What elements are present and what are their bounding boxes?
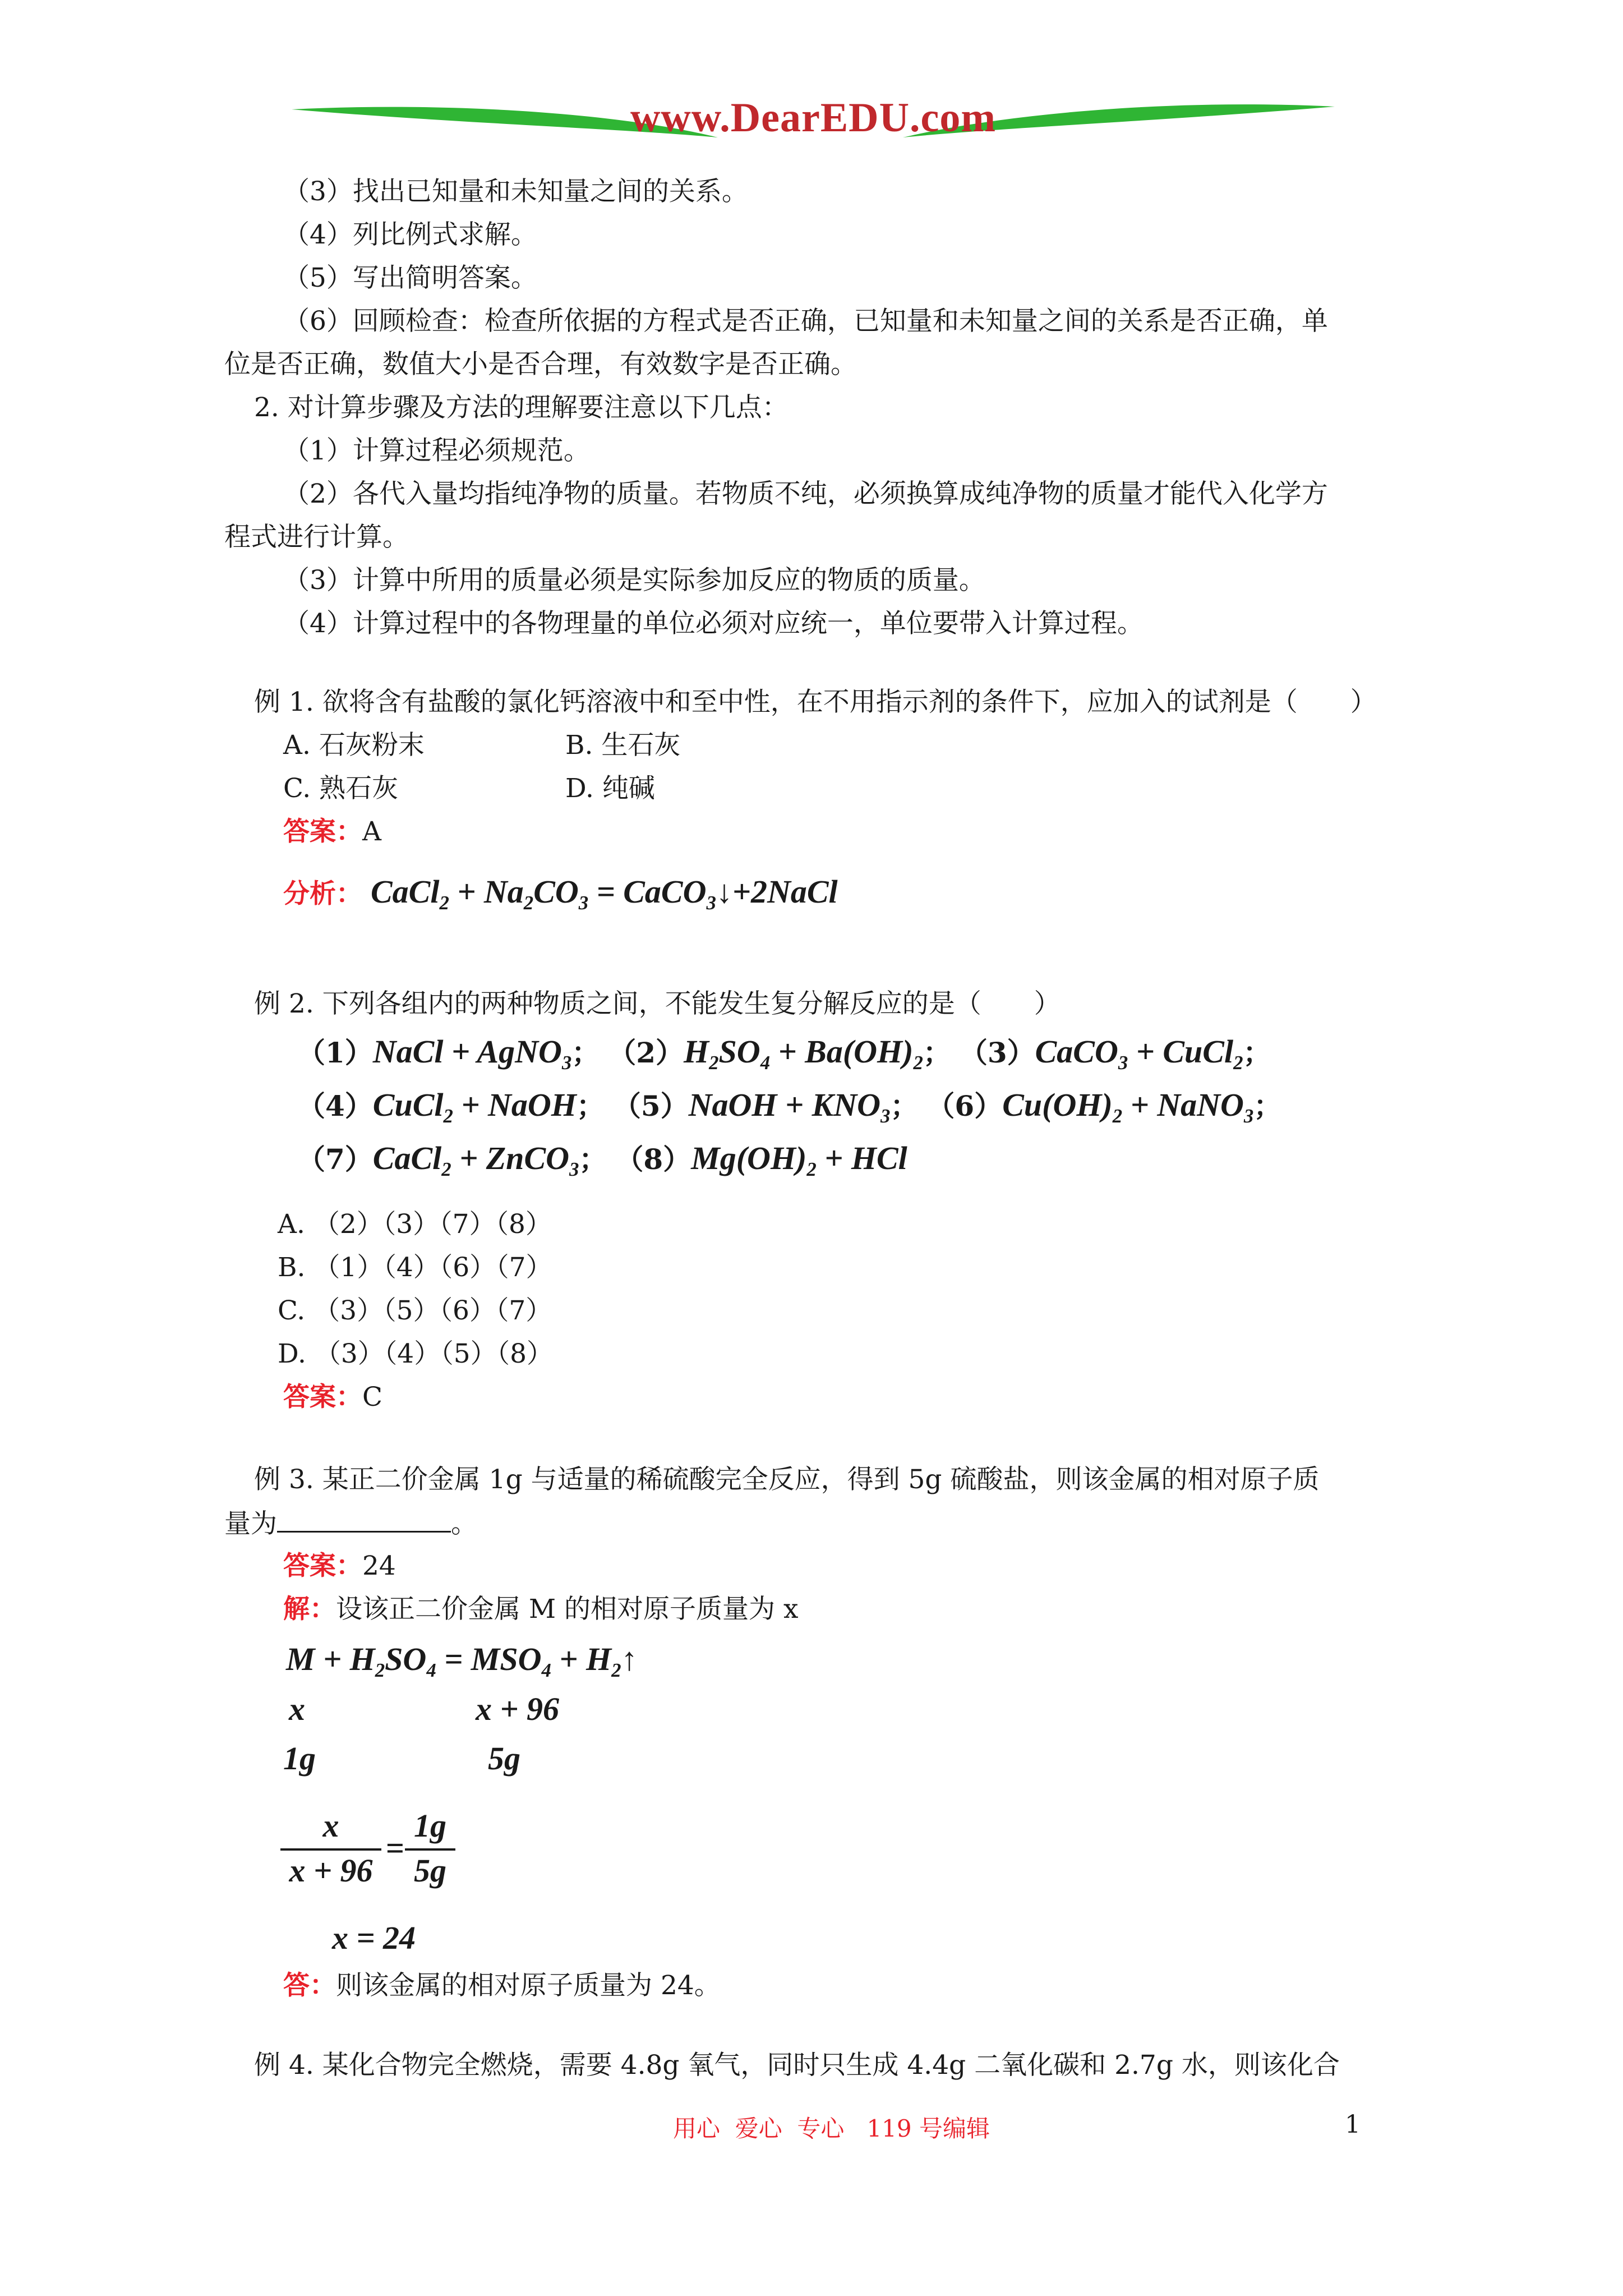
example-3-question-line1: 例 3. 某正二价金属 1g 与适量的稀硫酸完全反应，得到 5g 硫酸盐，则该金属的相对原子质 [254, 1464, 1320, 1495]
frac-right-den: 5g [414, 1852, 446, 1889]
frac-right-num: 1g [414, 1807, 446, 1844]
example-1-option-a: A. 石灰粉末 [283, 730, 425, 761]
page-number: 1 [1345, 2110, 1361, 2139]
reaction-row-3: （7）CaCl$_2$ + ZnCO$_3$； $(8)Mg(OH)_2$ + HCl [297, 1140, 907, 1181]
reaction-8: $Mg(OH)_2$ + HCl [691, 1140, 907, 1181]
analysis-label: 分析： [283, 878, 362, 909]
frac-left-den: x + 96 [289, 1852, 373, 1889]
point-4: （4）计算过程中的各物理量的单位必须对应统一，单位要带入计算过程。 [283, 608, 1144, 639]
final-label: 答： [283, 1970, 336, 2001]
frac-left-num: x [322, 1807, 339, 1844]
step-3: （3）找出已知量和未知量之间的关系。 [283, 176, 748, 207]
reaction-2: $H_2SO_4 + Ba(OH)_2$ [684, 1033, 923, 1074]
example-2-option-a: A. （2）（3）（7）（8） [278, 1209, 552, 1240]
answer-label: 答案： [283, 1382, 362, 1412]
example-3-final-answer [283, 1969, 721, 2003]
answer-blank [277, 1506, 451, 1533]
point-3: （3）计算中所用的质量必须是实际参加反应的物质的质量。 [283, 565, 985, 596]
example-2-answer [283, 1381, 382, 1414]
reaction-7: CaCl$_2$ + ZnCO$_3$ [372, 1140, 579, 1181]
answer-value: A [362, 816, 381, 847]
logo-text: www.DearEDU.com [630, 95, 997, 141]
frac-right-bar [405, 1848, 455, 1851]
answer-label: 答案： [283, 1550, 362, 1581]
answer-value: 24 [362, 1550, 396, 1581]
point-2-line2: 程式进行计算。 [224, 522, 409, 553]
example-3-answer [283, 1549, 396, 1583]
frac-left-bar [280, 1848, 381, 1851]
point-2-line1: （2）各代入量均指纯净物的质量。若物质不纯，必须换算成纯净物的质量才能代入化学方 [283, 478, 1328, 509]
analysis-equation: CaCl$_2$ + $Na_2CO_3$ = CaCO$_3$↓+2NaCl [370, 873, 838, 914]
solution-label: 解： [283, 1594, 336, 1625]
frac-equals: = [386, 1830, 405, 1866]
example-1-analysis [283, 872, 838, 914]
reaction-1: NaCl + AgNO$_3$ [372, 1033, 572, 1074]
mass-row-2-left: 1g [283, 1740, 316, 1777]
answer-label: 答案： [283, 816, 362, 847]
final-text: 则该金属的相对原子质量为 24。 [336, 1970, 721, 2001]
example-2-option-b: B. （1）（4）（6）（7） [278, 1252, 552, 1283]
reaction-6: $Cu(OH)_2$ + NaNO$_3$ [1002, 1087, 1254, 1128]
mass-row-1-left: x [289, 1691, 305, 1727]
example-3-solution [283, 1593, 798, 1626]
example-2-option-c: C. （3）（5）（6）（7） [278, 1295, 552, 1326]
example-4-question: 例 4. 某化合物完全燃烧，需要 4.8g 氧气，同时只生成 4.4g 二氧化碳和 2.7g 水，则该化合 [254, 2050, 1340, 2081]
example-2-question: 例 2. 下列各组内的两种物质之间，不能发生复分解反应的是（ ） [254, 988, 1061, 1019]
mass-row-1-right: x + 96 [476, 1691, 560, 1727]
example-1-question: 例 1. 欲将含有盐酸的氯化钙溶液中和至中性，在不用指示剂的条件下，应加入的试剂是（ ） [254, 687, 1377, 717]
reaction-4: CuCl$_2$ + NaOH [372, 1087, 577, 1128]
example-1-answer [283, 815, 381, 849]
example-1-option-c: C. 熟石灰 [283, 773, 399, 804]
step-5: （5）写出简明答案。 [283, 263, 537, 293]
solution-text: 设该正二价金属 M 的相对原子质量为 x [336, 1594, 799, 1625]
reaction-row-1: （1）NaCl + AgNO$_3$； $(2)H_2SO_4 + Ba(OH)_2$； （3）CaCO$_3$ + CuCl$_2$； [297, 1033, 1271, 1074]
reaction-row-2: （4）CuCl$_2$ + NaOH； （5）NaOH + $KNO_3$； $(6)Cu(OH)_2$ + NaNO$_3$； [297, 1087, 1282, 1128]
header-logo [292, 84, 1335, 157]
step-6-line2: 位是否正确，数值大小是否合理，有效数字是否正确。 [224, 349, 857, 380]
point-1: （1）计算过程必须规范。 [283, 435, 590, 466]
section-2-heading: 2. 对计算步骤及方法的理解要注意以下几点： [254, 392, 789, 423]
proportion-equation [280, 1809, 505, 1904]
mass-row-2-right: 5g [488, 1740, 520, 1777]
example-2-option-d: D. （3）（4）（5）（8） [278, 1338, 553, 1369]
step-4: （4）列比例式求解。 [283, 219, 537, 250]
result-equation: x = 24 [332, 1920, 416, 1956]
example-3-equation: $M + H_2SO_4 = MSO_4$ + $H_2↑$ [286, 1641, 638, 1682]
example-3-question-line2: 量为 。 [224, 1506, 477, 1541]
reaction-5: NaOH + $KNO_3$ [688, 1087, 891, 1128]
example-1-option-d: D. 纯碱 [565, 773, 655, 804]
step-6-line1: （6）回顾检查：检查所依据的方程式是否正确，已知量和未知量之间的关系是否正确，单 [283, 306, 1328, 337]
example-1-option-b: B. 生石灰 [565, 730, 681, 761]
footer-text: 用心 爱心 专心 119 号编辑 [673, 2115, 990, 2142]
answer-value: C [362, 1382, 382, 1412]
reaction-3: CaCO$_3$ + CuCl$_2$ [1035, 1033, 1243, 1074]
